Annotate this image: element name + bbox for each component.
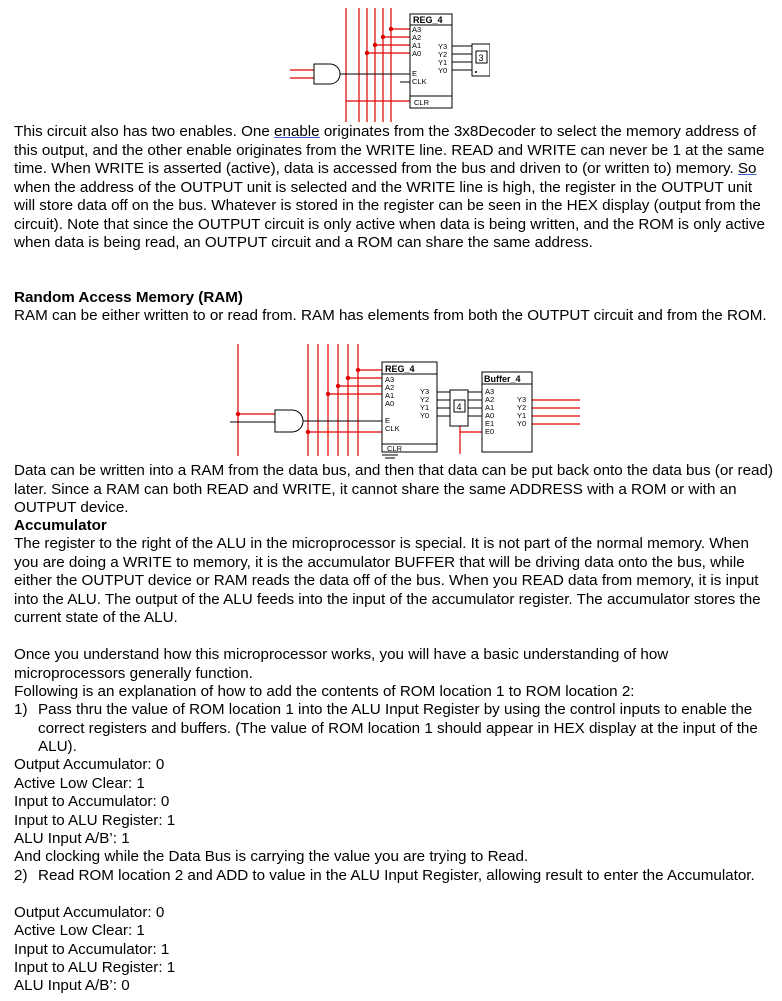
reg-input-label: A3	[385, 375, 395, 384]
buffer-input-label: A2	[485, 395, 495, 404]
understanding-paragraph: Once you understand how this microprocessor works, you will have a basic understanding of how microprocessors generally function.	[14, 646, 669, 682]
reg-clock-label: CLK	[385, 424, 400, 433]
step-number: 2)	[14, 867, 28, 884]
step-2	[14, 867, 774, 886]
chip-input-label: A3	[412, 25, 422, 34]
output-enable-paragraph	[14, 123, 774, 253]
setting-line: ALU Input A/B’: 1	[14, 830, 130, 847]
enable-word: enable	[274, 123, 320, 140]
setting-line: Input to ALU Register: 1	[14, 959, 176, 976]
reg-output-label: Y0	[420, 411, 430, 420]
accumulator-paragraph: The register to the right of the ALU in the microprocessor is special. It is not part of the normal memory. When you are doing a WRITE to memory, it is the accumulator BUFFER that will be driving data onto the bus, while either the OUTPUT device or RAM reads the data off of the bus. When you READ data from memory, it is input into the ALU. The output of the ALU feeds into the input of the accumulator register. The accumulator stores the current state of the ALU.	[14, 535, 761, 626]
setting-line: Input to ALU Register: 1	[14, 812, 176, 829]
steps-intro: Following is an explanation of how to add the contents of ROM location 1 to ROM location 2:	[14, 683, 635, 700]
hex-display-value: 4	[456, 402, 462, 412]
buffer-enable-label: E0	[485, 427, 495, 436]
buffer-output-label: Y2	[517, 403, 527, 412]
reg-input-label: A0	[385, 399, 395, 408]
reg-enable-label: E	[385, 416, 391, 425]
buffer-title: Buffer_4	[484, 374, 521, 384]
step-1	[14, 701, 774, 757]
step-number: 1)	[14, 701, 28, 718]
chip-clear-label: CLR	[414, 98, 430, 107]
buffer-enable-label: E1	[485, 419, 495, 428]
buffer-output-label: Y0	[517, 419, 527, 428]
reg-clear-label: CLR	[387, 444, 403, 453]
buffer-input-label: A3	[485, 387, 495, 396]
setting-line: Input to Accumulator: 1	[14, 941, 170, 958]
accumulator-heading: Accumulator	[14, 517, 107, 534]
reg-title: REG_4	[385, 364, 415, 374]
reg-output-label: Y3	[420, 387, 430, 396]
chip-enable-label: E	[412, 69, 418, 78]
setting-line: Active Low Clear: 1	[14, 775, 145, 792]
text-span: originates from the 3x8Decoder to select the memory address of this output, and the other enable originates from the WRITE line. READ and WRITE can never be 1 at the same time. When WRITE is asserted (active), data is accessed from the bus and driven to (or written to) memory.	[14, 123, 765, 177]
reg-input-label: A1	[385, 391, 395, 400]
setting-line: ALU Input A/B’: 0	[14, 977, 130, 994]
chip-output-label: Y1	[438, 58, 448, 67]
hex-display-value: 3	[478, 53, 484, 63]
buffer-input-label: A1	[485, 403, 495, 412]
chip-output-label: Y0	[438, 66, 448, 75]
chip-title: REG_4	[413, 15, 443, 25]
output-circuit-diagram	[290, 8, 490, 126]
ram-paragraph: RAM can be either written to or read from. RAM has elements from both the OUTPUT circuit and from the ROM.	[14, 307, 767, 324]
chip-input-label: A0	[412, 49, 422, 58]
ram-read-write-paragraph: Data can be written into a RAM from the data bus, and then that data can be put back onto the data bus (or read) later. Since a RAM can both READ and WRITE, it cannot share the same ADDRESS with a ROM or with an OUTPUT device.	[14, 462, 773, 516]
text-span: This circuit also has two enables. One	[14, 123, 274, 140]
setting-line: Output Accumulator: 0	[14, 904, 165, 921]
ram-circuit-diagram	[230, 342, 585, 460]
chip-clock-label: CLK	[412, 77, 427, 86]
step-text: Pass thru the value of ROM location 1 into the ALU Input Register by using the control inputs to enable the correct registers and buffers. (The value of ROM location 1 should appear in HEX display at the input of the ALU).	[38, 701, 758, 755]
step-1-note: And clocking while the Data Bus is carrying the value you are trying to Read.	[14, 848, 529, 865]
buffer-output-label: Y3	[517, 395, 527, 404]
chip-input-label: A2	[412, 33, 422, 42]
reg-output-label: Y2	[420, 395, 430, 404]
ram-heading: Random Access Memory (RAM)	[14, 289, 243, 306]
text-span: when the address of the OUTPUT unit is selected and the WRITE line is high, the register in the OUTPUT unit will store data off on the bus. Whatever is stored in the register can be seen in the HEX display (output from the circuit). Note that since the OUTPUT circuit is only active when data is being written, and the ROM is only active when data is being read, an OUTPUT circuit and a ROM can share the same address.	[14, 178, 765, 251]
chip-output-label: Y3	[438, 42, 448, 51]
setting-line: Active Low Clear: 1	[14, 922, 145, 939]
chip-output-label: Y2	[438, 50, 448, 59]
buffer-output-label: Y1	[517, 411, 527, 420]
so-word: So	[737, 160, 757, 177]
reg-output-label: Y1	[420, 403, 430, 412]
step-text: Read ROM location 2 and ADD to value in the ALU Input Register, allowing result to enter the Accumulator.	[38, 867, 755, 884]
setting-line: Input to Accumulator: 0	[14, 793, 170, 810]
setting-line: Output Accumulator: 0	[14, 756, 165, 773]
reg-input-label: A2	[385, 383, 395, 392]
buffer-input-label: A0	[485, 411, 495, 420]
chip-input-label: A1	[412, 41, 422, 50]
